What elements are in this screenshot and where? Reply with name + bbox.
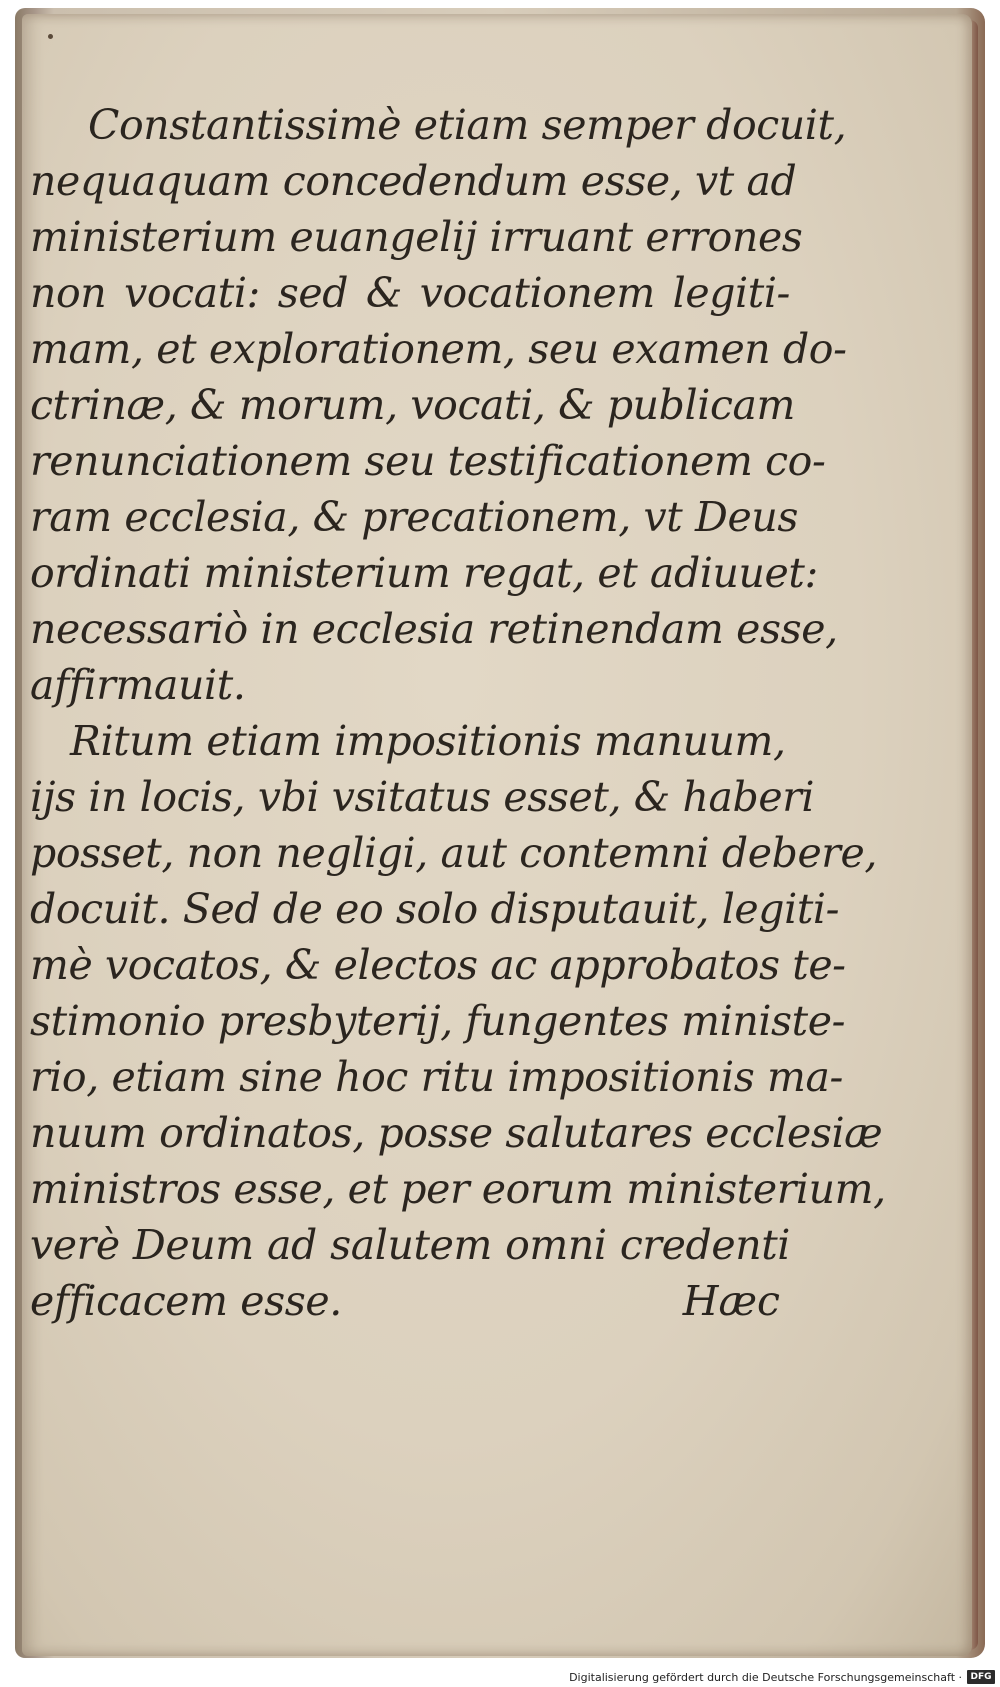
text-line: mè vocatos, & electos ac approbatos te- (30, 941, 846, 989)
text-line: nuum ordinatos, posse salutares ecclesiæ (30, 1109, 883, 1157)
text-line: docuit. Sed de eo solo disputauit, legiti- (30, 885, 840, 933)
text-line: nequaquam concedendum esse, vt ad (30, 157, 797, 205)
text-line: rio, etiam sine hoc ritu impositionis ma- (30, 1053, 843, 1101)
text-line: affirmauit. (30, 661, 246, 709)
text-line: posset, non negligi, aut contemni debere, (30, 829, 878, 877)
catchword: Hæc (682, 1277, 780, 1325)
text-line: ijs in locis, vbi vsitatus esset, & haberi (30, 773, 815, 821)
text-line: efficacem esse. (30, 1277, 342, 1325)
text-line: ministros esse, et per eorum ministerium, (30, 1165, 886, 1213)
text-line: ministerium euangelij irruant errones (30, 213, 803, 261)
text-line: non vocati: sed & vocationem legiti- (30, 269, 790, 317)
text-line: stimonio presbyterij, fungentes ministe- (30, 997, 846, 1045)
text-line: Constantissimè etiam semper docuit, (88, 101, 847, 149)
text-line: verè Deum ad salutem omni credenti (30, 1221, 790, 1269)
text-line: ordinati ministerium regat, et adiuuet: (30, 549, 818, 597)
dfg-logo: DFG (967, 1670, 995, 1684)
footer-bar (0, 1668, 1000, 1687)
text-line: Ritum etiam impositionis manuum, (70, 717, 786, 765)
text-line: ctrinæ, & morum, vocati, & publicam (30, 381, 796, 429)
text-line: mam, et explorationem, seu examen do- (30, 325, 847, 373)
text-line: necessariò in ecclesia retinendam esse, (30, 605, 838, 653)
text-line: renunciationem seu testificationem co- (30, 437, 826, 485)
funding-credit: Digitalisierung gefördert durch die Deutsche Forschungsgemeinschaft · (569, 1671, 962, 1684)
text-line: ram ecclesia, & precationem, vt Deus (30, 493, 798, 541)
